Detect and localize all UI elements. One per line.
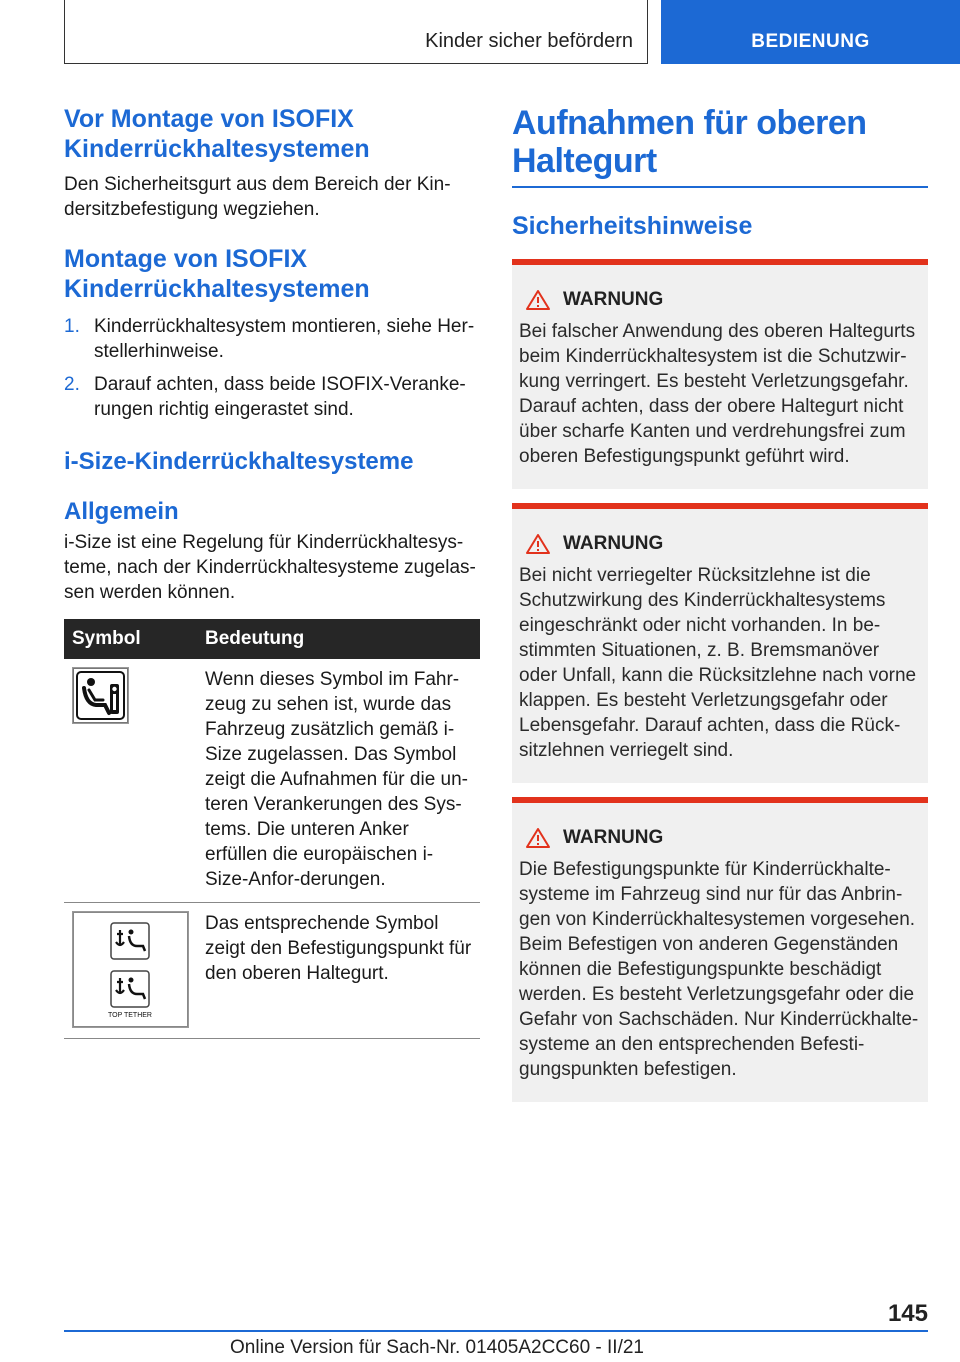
isize-seat-icon [72, 667, 129, 724]
top-tether-icon [72, 911, 189, 1028]
warning-title: WARNUNG [563, 289, 664, 310]
page-number: 145 [887, 1300, 928, 1327]
warning-text: Die Befestigungspunkte für Kinderrückhalte-systeme im Fahrzeug sind nur für das Anbrin-gen von Kinderrückhaltesystemen vorgesehen. Beim Befestigen von anderen Gegenständen können die Befestigungspunkte beschädigt werden. Es besteht Verletzungsgefahr oder die Gefahr von Sachschäden. Nur Kinderrückhalte-systeme an den entsprechenden Befesti-gungspunkten befestigen. [519, 859, 919, 1080]
header-chapter-tab [661, 0, 960, 64]
warning-triangle-icon [525, 289, 551, 311]
right-column [512, 104, 928, 1102]
warning-box [512, 259, 928, 489]
warning-title: WARNUNG [563, 827, 664, 848]
table-cell-symbol [64, 903, 197, 1039]
footer-rule [64, 1330, 928, 1332]
warning-box [512, 797, 928, 1102]
step-text: Kinderrückhaltesystem montieren, siehe Her-stellerhinweise. [94, 316, 475, 362]
warning-triangle-icon [525, 827, 551, 849]
left-column [64, 104, 480, 1039]
warning-box [512, 503, 928, 783]
table-row [64, 659, 480, 903]
warning-header [519, 533, 920, 555]
symbol-table [64, 619, 480, 1039]
montage-steps [64, 314, 480, 422]
heading-allgemein: Allgemein [64, 498, 179, 525]
step-number: 2. [64, 374, 80, 395]
header-section-box [64, 0, 648, 64]
anchor-seat-icon [111, 923, 149, 959]
heading-montage: Montage von ISOFIX Kinderrückhaltesystemen [64, 245, 370, 303]
paragraph-allgemein: i-Size ist eine Regelung für Kinderrückhaltesys-teme, nach der Kinderrückhaltesysteme zugelas-sen werden können. [64, 532, 476, 603]
step-number: 1. [64, 316, 80, 337]
footer-version-text: Online Version für Sach-Nr. 01405A2CC60 - II/21 [230, 1337, 645, 1358]
step-text: Darauf achten, dass beide ISOFIX-Veranke-rungen richtig eingerastet sind. [94, 374, 466, 420]
heading-underline [512, 186, 928, 188]
step-item [64, 314, 480, 364]
table-cell-symbol [64, 659, 197, 903]
header-chapter-label: BEDIENUNG [751, 31, 870, 52]
warning-triangle-icon [525, 533, 551, 555]
header-section-title: Kinder sicher befördern [425, 30, 633, 52]
heading-isize: i-Size-Kinderrückhaltesysteme [64, 448, 414, 475]
top-tether-caption: TOP TETHER [108, 1012, 152, 1019]
step-item [64, 372, 480, 422]
paragraph-vor-montage: Den Sicherheitsgurt aus dem Bereich der Kin-dersitzbefestigung wegziehen. [64, 174, 451, 220]
heading-aufnahmen: Aufnahmen für oberen Haltegurt [512, 104, 867, 180]
table-row [64, 903, 480, 1039]
warning-text: Bei nicht verriegelter Rücksitzlehne ist die Schutzwirkung des Kinderrückhaltesystems eingeschränkt oder nicht vorhanden. In be-stimmten Situationen, z. B. Bremsmanöver oder Unfall, kann die Rücksitzlehne nach vorne klappen. Es besteht Verletzungsgefahr oder Lebensgefahr. Darauf achten, dass die Rück-sitzlehnen verriegelt sind. [519, 565, 917, 761]
heading-sicherheitshinweise: Sicherheitshinweise [512, 212, 753, 240]
table-header-symbol: Symbol [64, 619, 197, 659]
warning-title: WARNUNG [563, 533, 664, 554]
warning-text: Bei falscher Anwendung des oberen Haltegurts beim Kinderrückhaltesystem ist die Schutzwir-kung verringert. Es besteht Verletzungsgefahr. Darauf achten, dass der obere Haltegurt nicht über scharfe Kanten und verdrehungsfrei zum oberen Befestigungspunkt geführt wird. [519, 321, 916, 467]
table-cell-text: Das entsprechende Symbol zeigt den Befestigungspunkt für den oberen Haltegurt. [197, 903, 480, 1039]
warning-header [519, 289, 920, 311]
warning-header [519, 827, 920, 849]
table-header-bedeutung: Bedeutung [197, 619, 480, 659]
table-cell-text: Wenn dieses Symbol im Fahr-zeug zu sehen ist, wurde das Fahrzeug zusätzlich gemäß i-Size zugelassen. Das Symbol zeigt die Aufnahmen für die un-teren Verankerungen des Sys-tems. Die unteren Anker erfüllen die europäischen i-Size-Anfor-derungen. [197, 659, 480, 903]
heading-vor-montage: Vor Montage von ISOFIX Kinderrückhaltesystemen [64, 105, 370, 163]
